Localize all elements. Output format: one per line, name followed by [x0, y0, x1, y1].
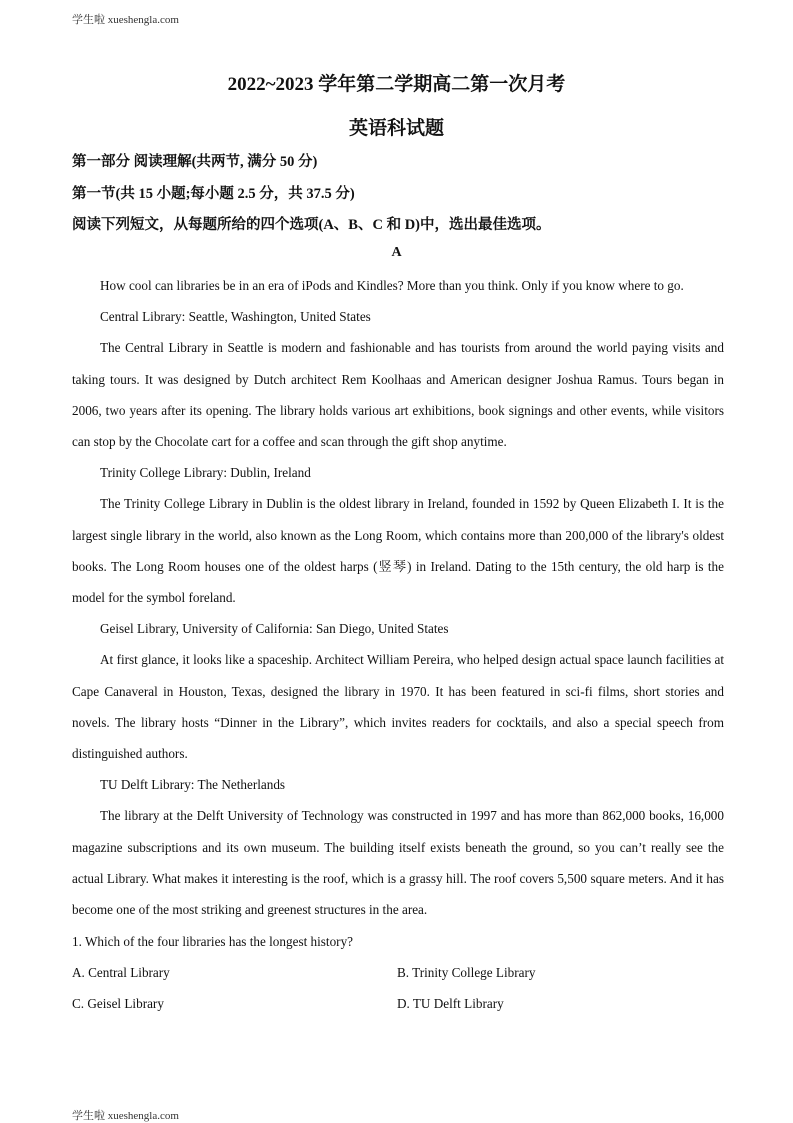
passage-paragraph: TU Delft Library: The Netherlands: [100, 777, 286, 793]
passage-body: [72, 270, 724, 925]
passage-paragraph: The library at the Delft University of Technology was constructed in 1997 and has more than 862,000 books, 16,000 magazine subscriptions and its own museum. The building itself exists beneath the ground, so you can’t really see the actual Library. What makes it interesting is the roof, which is a grassy hill. The roof covers 5,500 square meters. And it has become one of the most striking and greenest structures in the area.: [72, 808, 724, 918]
passage-paragraph: Geisel Library, University of California: San Diego, United States: [100, 621, 449, 637]
passage-paragraph: The Central Library in Seattle is modern and fashionable and has tourists from around the world paying visits and taking tours. It was designed by Dutch architect Rem Koolhaas and American designer Joshua Ramus. Tours began in 2006, two years after its opening. The library holds various art exhibitions, book signings and other events, while visitors can stop by the Chocolate cart for a coffee and scan through the gift shop anytime.: [72, 340, 724, 450]
part-heading: 第一部分 阅读理解(共两节, 满分 50 分): [72, 154, 318, 170]
watermark-top: 学生啦 xueshengla.com: [72, 14, 179, 26]
instruction-text: 阅读下列短文，从每题所给的四个选项(A、B、C 和 D)中，选出最佳选项。: [72, 217, 551, 233]
passage-paragraph: Central Library: Seattle, Washington, United States: [100, 309, 371, 325]
exam-title: 2022~2023 学年第二学期高二第一次月考: [227, 74, 566, 95]
question-1-option-b: B. Trinity College Library: [397, 965, 536, 980]
passage-paragraph: At first glance, it looks like a spaceship. Architect William Pereira, who helped design actual space launch facilities at Cape Canaveral in Houston, Texas, designed the library in 1970. It has been featured in sci-fi films, short stories and novels. The library hosts “Dinner in the Library”, which invites readers for cocktails, and also a special speech from distinguished authors.: [72, 652, 724, 762]
question-1-option-d: D. TU Delft Library: [397, 996, 504, 1011]
question-1-option-c: C. Geisel Library: [72, 996, 164, 1011]
question-1-stem: 1. Which of the four libraries has the longest history?: [72, 934, 354, 949]
passage-label: A: [391, 245, 402, 260]
section-heading: 第一节(共 15 小题;每小题 2.5 分，共 37.5 分): [72, 186, 355, 202]
passage-paragraph: The Trinity College Library in Dublin is the oldest library in Ireland, founded in 1592 by Queen Elizabeth I. It is the largest single library in the world, also known as the Long Room, which contains more than 200,000 of the library's oldest books. The Long Room houses one of the oldest harps (竖琴) in Ireland. Dating to the 15th century, the old harp is the model for the symbol foreland.: [72, 496, 724, 606]
question-1-option-a: A. Central Library: [72, 965, 170, 980]
passage-paragraph: Trinity College Library: Dublin, Ireland: [100, 465, 311, 481]
passage-paragraph: How cool can libraries be in an era of iPods and Kindles? More than you think. Only if you know where to go.: [100, 278, 684, 293]
exam-subtitle: 英语科试题: [348, 118, 444, 139]
watermark-bottom: 学生啦 xueshengla.com: [72, 1110, 179, 1122]
